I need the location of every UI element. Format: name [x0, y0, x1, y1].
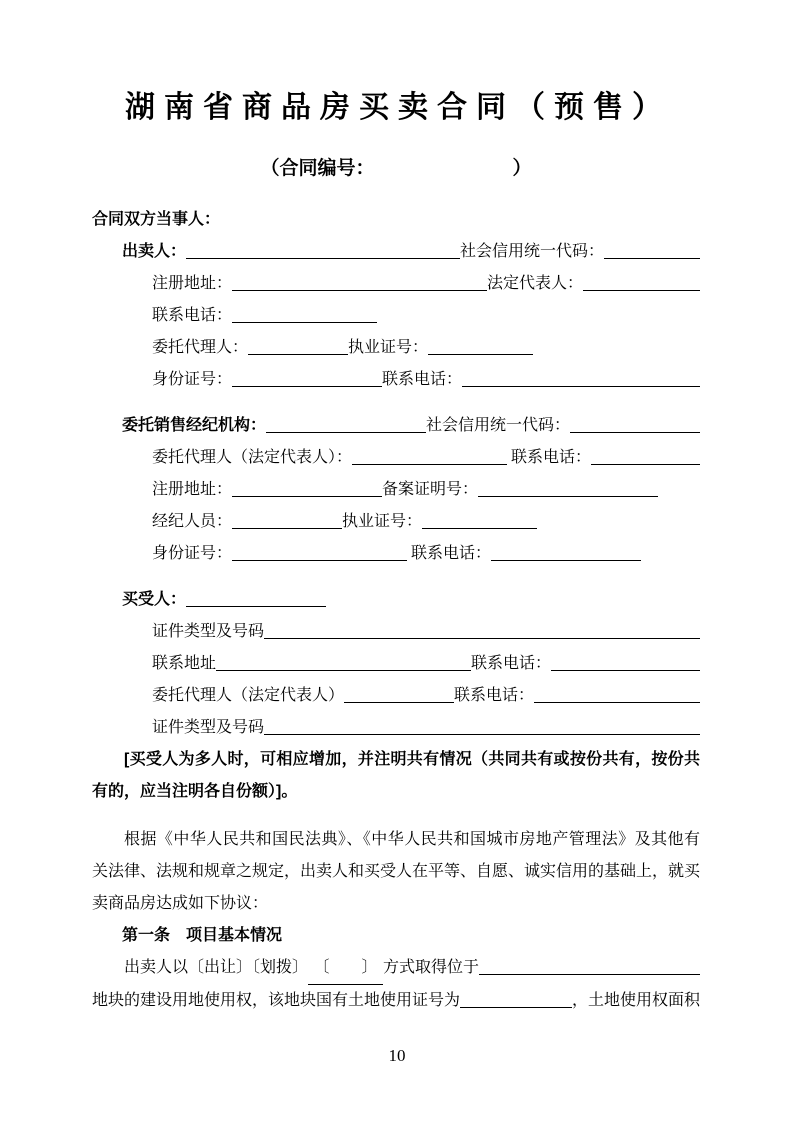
label-text: 合同双方当事人： — [92, 211, 221, 228]
form-line — [92, 268, 700, 300]
label-text: 出卖人以〔出让〕〔划拨〕 — [124, 959, 309, 976]
label-text: 法定代表人： — [487, 275, 584, 292]
label-text: 联系电话： — [507, 449, 592, 466]
form-line — [92, 985, 700, 1017]
label-text: 委托代理人（法定代表人）： — [152, 449, 353, 466]
blank-field — [534, 700, 700, 703]
label-text: 身份证号： — [152, 371, 233, 388]
blank-field — [460, 1005, 572, 1008]
document-body — [92, 204, 700, 1017]
form-line — [92, 410, 700, 442]
label-text: 卖商品房达成如下协议： — [92, 895, 269, 912]
label-text: 委托代理人（法定代表人） — [152, 687, 345, 704]
blank-field — [479, 972, 700, 975]
label-text: 联系地址 — [152, 655, 217, 672]
blank-field — [264, 636, 700, 639]
contract-number-close: ） — [512, 158, 532, 179]
label-text: 地块的建设用地使用权，该地块国有土地使用证号为 — [92, 992, 461, 1009]
blank-field — [428, 352, 533, 355]
label-text: 有的，应当注明各自份额）]。 — [92, 783, 298, 800]
page-number: 10 — [388, 1046, 406, 1065]
label-text: 备案证明号： — [382, 481, 479, 498]
blank-field — [604, 256, 700, 259]
label-text: 注册地址： — [152, 481, 233, 498]
blank-field — [352, 462, 507, 465]
blank-field — [478, 494, 658, 497]
heading-line — [92, 920, 700, 952]
contract-number-label: （合同编号： — [260, 158, 375, 179]
blank-field: 〔 〕 — [308, 952, 383, 985]
blank-field — [232, 558, 407, 561]
label-text: 方式取得位于 — [383, 959, 480, 976]
label-text: 注册地址： — [152, 275, 233, 292]
form-line — [92, 506, 700, 538]
label-text: [买受人为多人时，可相应增加，并注明共有情况（共同共有或按份共有，按份共 — [124, 751, 700, 768]
label-text: 联系电话： — [407, 545, 492, 562]
blank-field — [232, 384, 382, 387]
label-text: 联系电话： — [471, 655, 552, 672]
blank-field — [186, 604, 326, 607]
note-line — [92, 744, 700, 776]
blank-field — [266, 430, 426, 433]
form-line — [92, 236, 700, 268]
label-text: 证件类型及号码 — [152, 623, 265, 640]
form-line — [92, 680, 700, 712]
form-line — [92, 648, 700, 680]
blank-field — [551, 668, 700, 671]
blank-field — [583, 288, 700, 291]
form-line — [92, 204, 700, 236]
form-line — [92, 952, 700, 985]
note-line — [92, 776, 700, 808]
label-text: 第一条 项目基本情况 — [122, 927, 283, 944]
label-text: 社会信用统一代码： — [460, 243, 605, 260]
blank-field — [462, 384, 700, 387]
form-line — [92, 616, 700, 648]
para-line — [92, 856, 700, 888]
blank-field — [232, 494, 382, 497]
label-text: 证件类型及号码 — [152, 719, 265, 736]
form-line — [92, 474, 700, 506]
label-text: 委托代理人： — [152, 339, 249, 356]
blank-field — [264, 732, 700, 735]
label-text: 身份证号： — [152, 545, 233, 562]
contract-number-line — [92, 156, 700, 182]
form-line — [92, 584, 700, 616]
blank-field — [248, 352, 348, 355]
form-line — [92, 332, 700, 364]
blank-field — [570, 430, 700, 433]
label-text: 联系电话： — [454, 687, 535, 704]
blank-field — [422, 526, 537, 529]
label-text: ，土地使用权面积 — [571, 992, 700, 1009]
form-line — [92, 442, 700, 474]
label-text: 执业证号： — [348, 339, 429, 356]
label-text: 联系电话： — [382, 371, 463, 388]
form-line — [92, 364, 700, 396]
blank-field — [216, 668, 471, 671]
blank-field — [232, 320, 377, 323]
blank-field — [491, 558, 641, 561]
label-text: 委托销售经纪机构： — [122, 417, 267, 434]
blank-field — [232, 526, 342, 529]
label-text: 联系电话： — [152, 307, 233, 324]
label-text: 买受人： — [122, 591, 187, 608]
para-line — [92, 824, 700, 856]
label-text: 关法律、法规和规章之规定，出卖人和买受人在平等、自愿、诚实信用的基础上，就买 — [92, 863, 701, 880]
blank-field — [344, 700, 454, 703]
blank-field — [232, 288, 487, 291]
form-line — [92, 300, 700, 332]
form-line — [92, 712, 700, 744]
label-text: 根据《中华人民共和国民法典》、《中华人民共和国城市房地产管理法》及其他有 — [124, 831, 700, 848]
form-line — [92, 538, 700, 570]
label-text: 出卖人： — [122, 243, 187, 260]
document-title: 湖南省商品房买卖合同（预售） — [125, 91, 671, 124]
blank-field — [591, 462, 700, 465]
label-text: 经纪人员： — [152, 513, 233, 530]
blank-field — [186, 256, 460, 259]
label-text: 执业证号： — [342, 513, 423, 530]
para-line — [92, 888, 700, 920]
label-text: 社会信用统一代码： — [426, 417, 571, 434]
